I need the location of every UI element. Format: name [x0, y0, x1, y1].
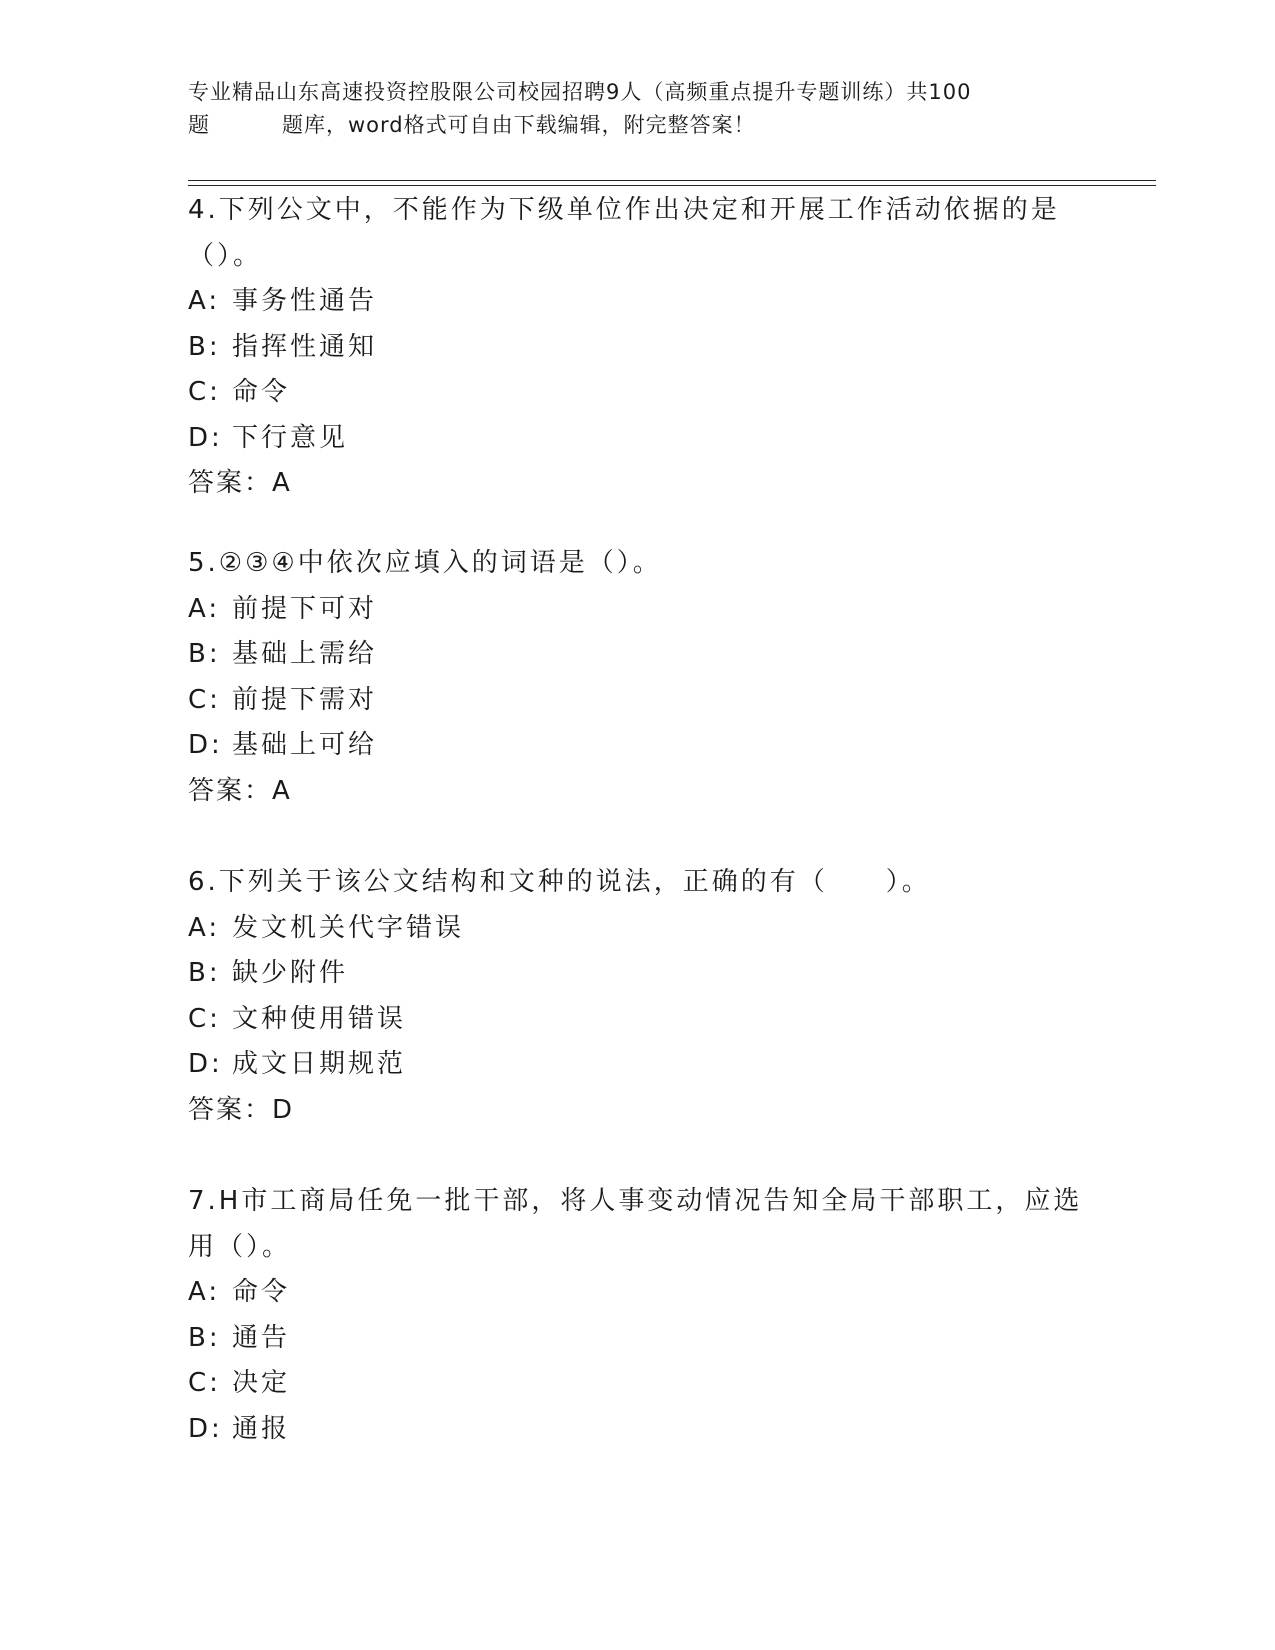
option-d	[188, 1407, 1088, 1453]
option-text: 通告	[232, 1322, 291, 1353]
option-key: D:	[188, 1049, 223, 1079]
header-divider-top	[188, 180, 1156, 181]
answer-line: 答案：D	[188, 1094, 295, 1125]
option-b	[188, 1316, 1088, 1362]
option-key: B:	[188, 1322, 221, 1353]
answer-line: 答案：A	[188, 468, 292, 498]
option-text: 下行意见	[232, 422, 349, 453]
option-key: A:	[188, 1277, 221, 1307]
question-stem-line: 用（）。	[188, 1231, 292, 1262]
option-text: 发文机关代字错误	[232, 912, 465, 943]
option-b	[188, 951, 1088, 997]
question-stem-line: （）。	[188, 240, 263, 271]
answer-line: 答案：A	[188, 775, 292, 806]
question-stem-line: 7.H市工商局任免一批干部，将人事变动情况告知全局干部职工，应选	[188, 1186, 1083, 1216]
option-key: C:	[188, 377, 221, 407]
option-d	[188, 723, 1088, 769]
option-a	[188, 279, 1088, 325]
option-key: A:	[188, 286, 221, 316]
question-stem-line: 5.②③④中依次应填入的词语是（）。	[188, 548, 662, 578]
option-text: 前提下需对	[232, 684, 378, 715]
option-key: B:	[188, 331, 221, 362]
document-header	[188, 76, 1088, 142]
option-key: A:	[188, 912, 221, 943]
option-text: 命令	[232, 377, 291, 407]
option-key: C:	[188, 1003, 221, 1034]
option-text: 命令	[232, 1277, 291, 1307]
option-key: C:	[188, 1368, 221, 1398]
option-text: 决定	[232, 1368, 291, 1398]
option-text: 通报	[232, 1413, 291, 1444]
option-text: 缺少附件	[232, 958, 349, 988]
option-key: D:	[188, 1413, 223, 1444]
option-key: B:	[188, 958, 221, 988]
option-key: C:	[188, 684, 221, 715]
question-6	[188, 860, 1088, 1133]
option-a	[188, 1270, 1088, 1316]
option-c	[188, 1361, 1088, 1407]
option-a	[188, 906, 1088, 952]
header-divider-bottom	[188, 185, 1156, 186]
option-text: 文种使用错误	[232, 1003, 407, 1034]
question-stem-line: 4.下列公文中，不能作为下级单位作出决定和开展工作活动依据的是	[188, 195, 1060, 225]
header-line-2	[188, 109, 1088, 142]
option-key: B:	[188, 639, 221, 669]
option-key: D:	[188, 730, 223, 760]
header-line-1: 专业精品山东高速投资控股限公司校园招聘9人（高频重点提升专题训练）共100	[188, 80, 972, 104]
question-stem-line: 6.下列关于该公文结构和文种的说法，正确的有（ ）。	[188, 867, 931, 897]
option-c	[188, 370, 1088, 416]
option-b	[188, 325, 1088, 371]
option-c	[188, 678, 1088, 724]
option-b	[188, 632, 1088, 678]
option-key: A:	[188, 593, 221, 624]
option-text: 指挥性通知	[232, 331, 378, 362]
header-line-2-rest: 题库，word格式可自由下载编辑，附完整答案！	[282, 113, 756, 137]
option-key: D:	[188, 422, 223, 453]
option-a	[188, 587, 1088, 633]
option-text: 基础上可给	[232, 730, 378, 760]
option-d	[188, 416, 1088, 462]
option-c	[188, 997, 1088, 1043]
option-text: 事务性通告	[232, 286, 378, 316]
option-d	[188, 1042, 1088, 1088]
option-text: 成文日期规范	[232, 1049, 407, 1079]
question-5	[188, 541, 1088, 814]
question-4	[188, 188, 1088, 507]
question-7	[188, 1179, 1088, 1452]
option-text: 前提下可对	[232, 593, 378, 624]
option-text: 基础上需给	[232, 639, 378, 669]
header-line-2-start: 题	[188, 113, 210, 137]
